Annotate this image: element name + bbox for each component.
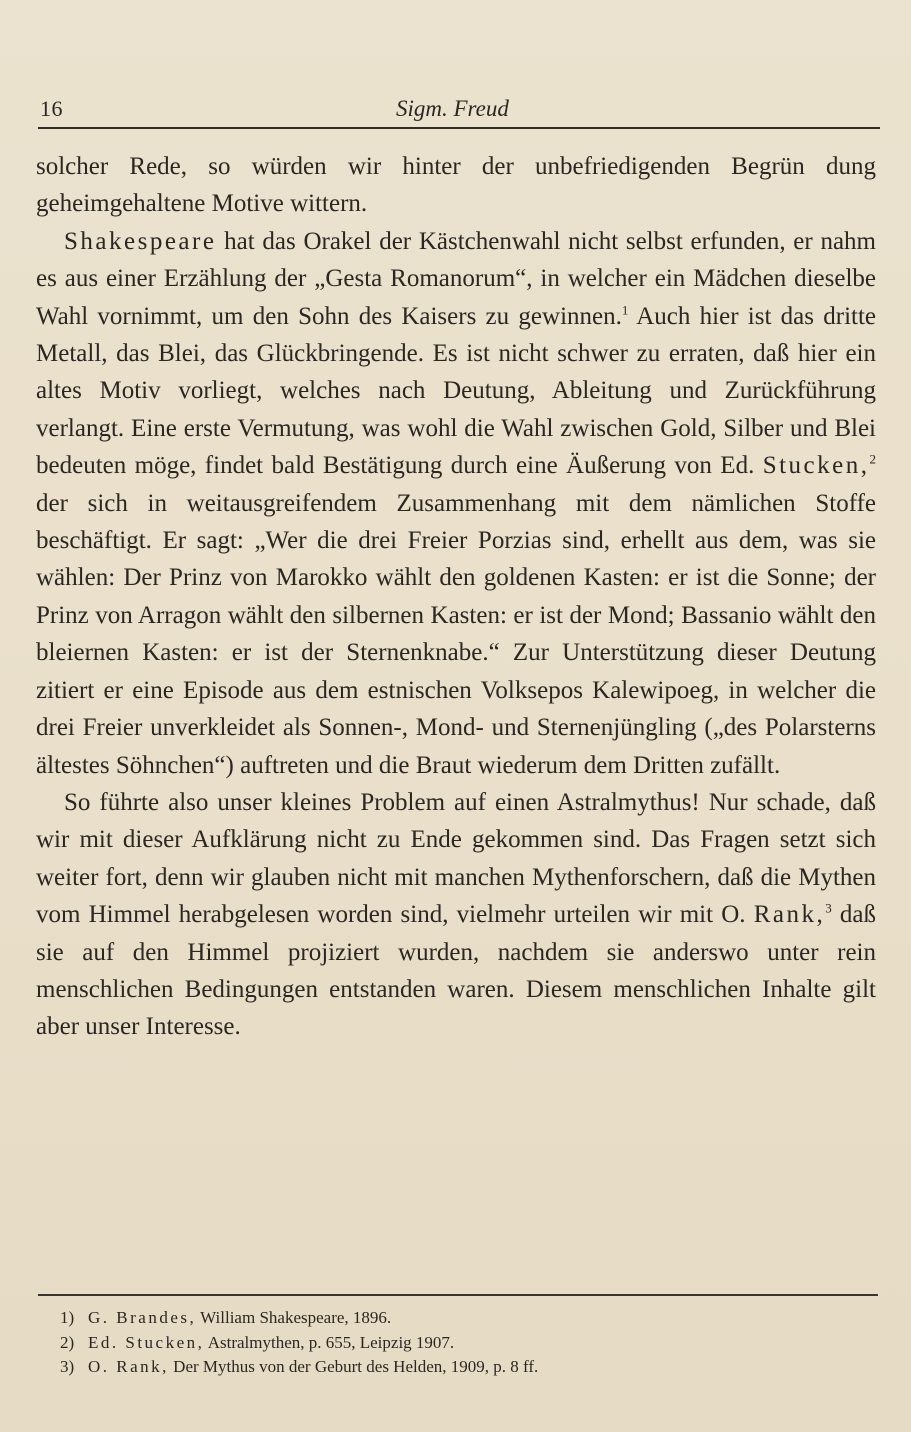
footnote-text: Astralmythen, p. 655, Leipzig 1907. [204,1332,455,1352]
paragraph-1-text: solcher Rede, so würden wir hinter der unbefriedigenden Begrün dung geheimgehaltene Motive wittern. [36,153,876,218]
footnote-text: Der Mythus von der Geburt des Helden, 1909, p. 8 ff. [168,1357,539,1376]
running-title: Sigm. Freud [396,96,509,121]
paragraph-2-segment-1: hat das Orakel der Kästchenwahl nicht selbst erfunden, er nahm es aus einer Erzählung der „Gesta Romanorum“, in welcher ein Mädchen dieselbe Wahl vornimmt, um den Sohn des Kaisers zu gewinnen. [36,227,876,330]
footnote-author: G. Brandes, [88,1308,197,1327]
footnote-author: Ed. Stucken, [88,1332,205,1352]
paragraph-3 [36,784,876,1046]
paragraph-3-segment-1: So führte also unser kleines Problem auf einen Astralmythus! Nur schade, daß wir mit dieser Aufklärung nicht zu Ende gekommen sind. Das Fragen setzt sich weiter fort, denn wir glauben nicht mit manchen Mythenforschern, daß die Mythen vom Himmel herabgelesen worden sind, vielmehr urteilen wir mit O. [36,788,876,929]
spaced-name-stucken: Stucken, [762,452,870,480]
footnote-reference-3: 3 [825,900,832,916]
paragraph-2-segment-2: Auch hier ist das dritte Metall, das Blei, das Glückbringende. Es ist nicht schwer zu erraten, daß hier ein altes Motiv vorliegt, welches nach Deutung, Ableitung und Zurückführung verlangt. Eine erste Vermutung, was wohl die Wahl zwischen Gold, Silber und Blei bedeuten möge, findet bald Bestätigung durch eine Äußerung von Ed. [36,302,877,480]
spaced-name-shakespeare: Shakespeare [64,227,217,255]
footnote-reference-1: 1 [621,302,629,318]
running-head [40,92,878,126]
spaced-name-rank: Rank, [753,901,826,929]
footnote-2 [60,1331,880,1356]
footnote-mark: 3) [60,1357,75,1376]
footnote-text: William Shakespeare, 1896. [196,1308,392,1327]
footnote-mark: 1) [60,1308,75,1327]
footnote-3 [60,1355,880,1380]
footnote-1 [60,1306,880,1331]
paragraph-2-segment-3: der sich in weitausgreifendem Zusammenhang mit dem nämlichen Stoffe beschäftigt. Er sagt: „Wer die drei Freier Porzias sind, erhellt aus dem, was sie wählen: Der Prinz von Marokko wählt den goldenen Kasten: er ist die Sonne; der Prinz von Arragon wählt den silbernen Kasten: er ist der Mond; Bassanio wählt den bleiernen Kasten: er ist der Sternenknabe.“ Zur Unterstützung dieser Deutung zitiert er eine Episode aus dem estnischen Volksepos Kalewipoeg, in welcher die drei Freier unverkleidet als Sonnen-, Mond- und Sternenjüngling („des Polarsterns ältestes Söhnchen“) auftreten und die Braut wiederum dem Dritten zufällt. [36,489,876,779]
footnote-author: O. Rank, [88,1357,169,1376]
footnotes [60,1306,880,1380]
paragraph-1 [36,148,876,223]
footnote-mark: 2) [60,1332,75,1352]
footnote-rule [38,1294,878,1296]
body-text [36,148,876,1046]
paragraph-3-segment-2: daß sie auf den Himmel projiziert wurden, nachdem sie anderswo unter rein menschlichen Bedingungen entstanden waren. Diesem menschlichen Inhalte gilt aber unser Interesse. [36,901,876,1041]
header-rule [38,127,880,129]
page-number: 16 [40,96,63,121]
paragraph-2 [36,223,876,784]
footnote-reference-2: 2 [869,451,876,467]
